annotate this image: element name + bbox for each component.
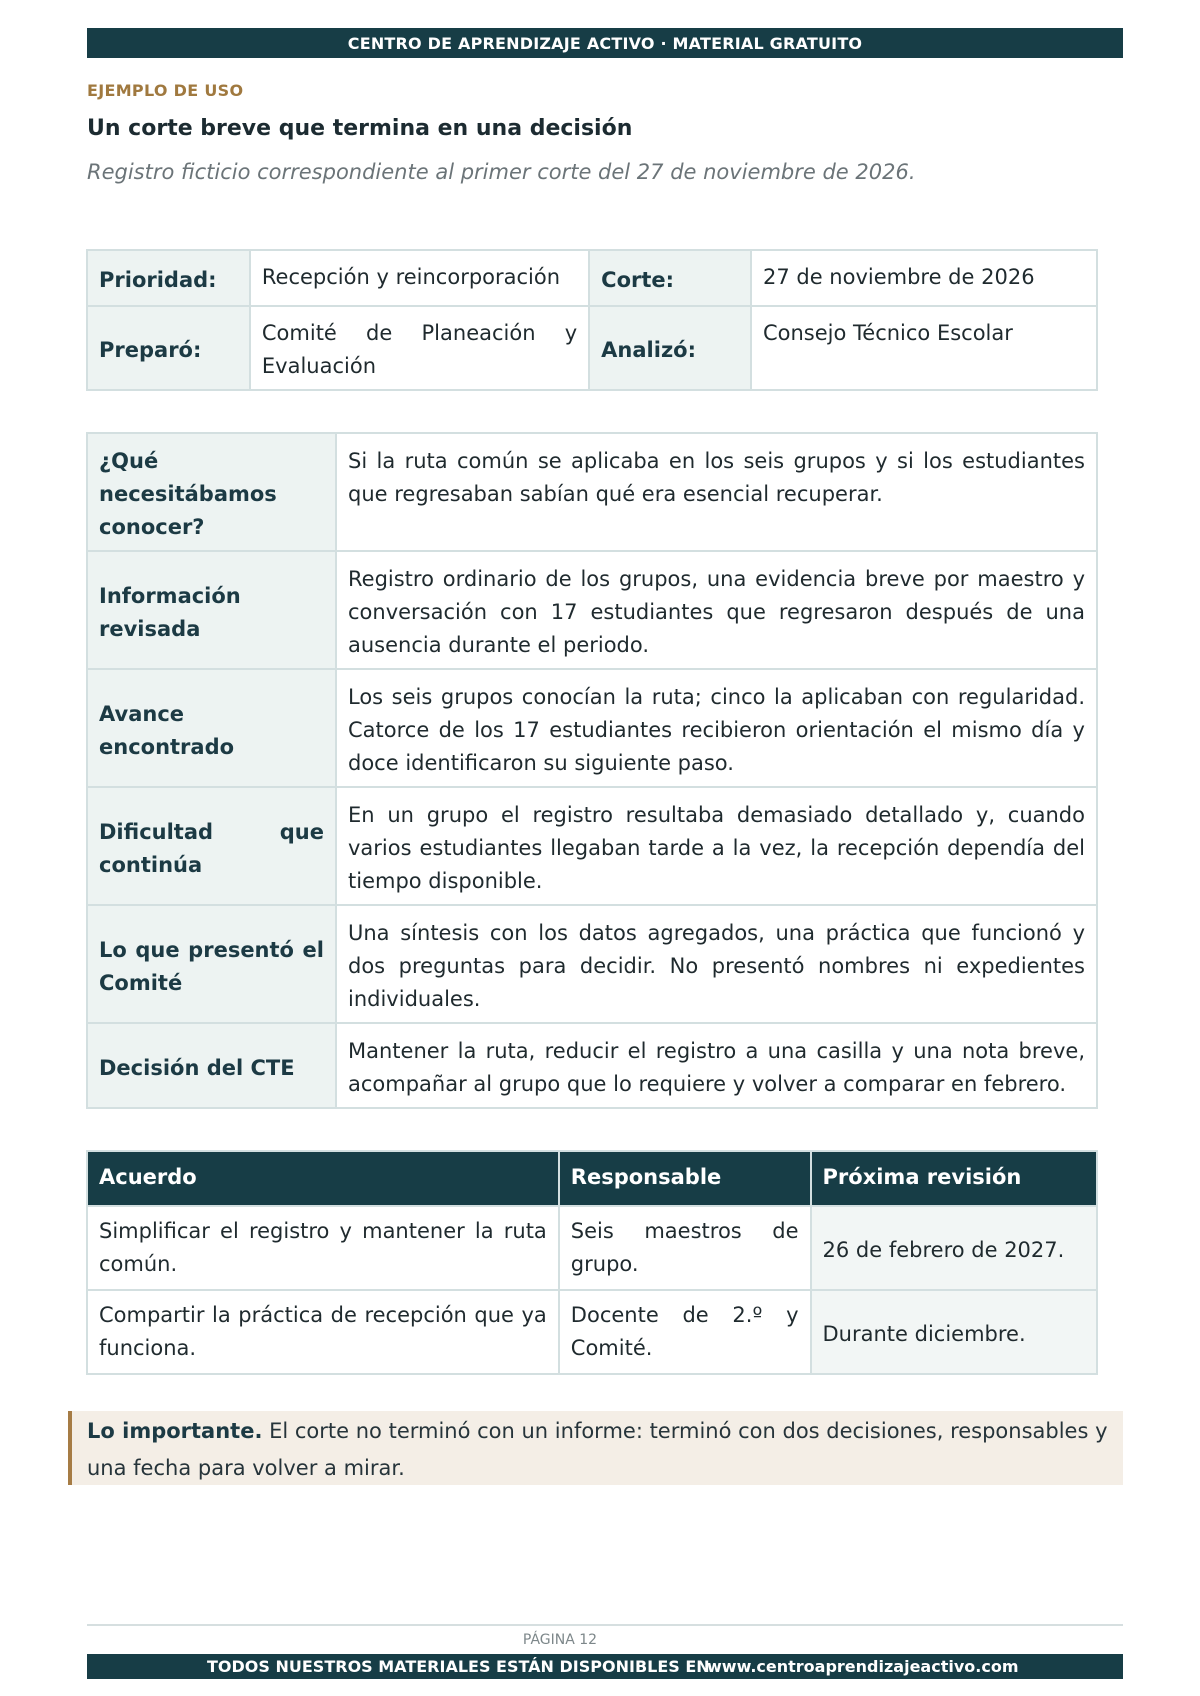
detail-text: Si la ruta común se aplicaba en los seis grupos y si los estudiantes que regresaban sabían qué era esencial recuperar.: [336, 433, 1097, 551]
top-banner: [87, 28, 1123, 58]
review-date-cell: Durante diciembre.: [811, 1290, 1097, 1374]
detail-label: ¿Qué necesitábamos conocer?: [87, 433, 336, 551]
detail-row: [87, 433, 1097, 551]
detail-label: Lo que presentó el Comité: [87, 905, 336, 1023]
column-header: Acuerdo: [87, 1151, 559, 1206]
detail-text: Los seis grupos conocían la ruta; cinco la aplicaban con regularidad. Catorce de los 17 estudiantes recibieron orientación el mismo día y doce identificaron su siguiente paso.: [336, 669, 1097, 787]
detail-label: Dificultad que continúa: [87, 787, 336, 905]
preparo-label: Preparó:: [87, 306, 250, 390]
agreement-cell: Compartir la práctica de recepción que ya funciona.: [87, 1290, 559, 1374]
page-subtitle: Registro ficticio correspondiente al primer corte del 27 de noviembre de 2026.: [87, 160, 916, 184]
prioridad-label: Prioridad:: [87, 250, 250, 306]
analizo-value: Consejo Técnico Escolar: [751, 306, 1097, 390]
callout-text: El corte no terminó con un informe: terminó con dos decisiones, responsables y una fecha para volver a mirar.: [87, 1419, 1108, 1480]
callout-lead: Lo importante.: [87, 1419, 263, 1443]
section-eyebrow: EJEMPLO DE USO: [87, 81, 244, 100]
key-takeaway-callout: [68, 1411, 1123, 1485]
responsible-cell: Docente de 2.º y Comité.: [559, 1290, 811, 1374]
footer-url-link[interactable]: www.centroaprendizajeactivo.com: [707, 1657, 1019, 1676]
responsible-cell: Seis maestros de grupo.: [559, 1206, 811, 1290]
preparo-value: Comité de Planeación y Evaluación: [250, 306, 589, 390]
meta-table: [86, 249, 1098, 391]
analizo-label: Analizó:: [589, 306, 751, 390]
detail-text: Mantener la ruta, reducir el registro a una casilla y una nota breve, acompañar al grupo que lo requiere y volver a comparar en febrero.: [336, 1023, 1097, 1108]
meta-row: [87, 250, 1097, 306]
detail-row: [87, 905, 1097, 1023]
agreements-table: [86, 1150, 1098, 1375]
detail-label: Información revisada: [87, 551, 336, 669]
detail-table: [86, 432, 1098, 1109]
footer-message: TODOS NUESTROS MATERIALES ESTÁN DISPONIBLES EN: [207, 1657, 710, 1676]
detail-label: Decisión del CTE: [87, 1023, 336, 1108]
review-date-cell: 26 de febrero de 2027.: [811, 1206, 1097, 1290]
bottom-banner: [87, 1654, 1123, 1679]
detail-label: Avance encontrado: [87, 669, 336, 787]
column-header: Responsable: [559, 1151, 811, 1206]
detail-row: [87, 787, 1097, 905]
banner-text: CENTRO DE APRENDIZAJE ACTIVO · MATERIAL GRATUITO: [347, 33, 863, 53]
table-row: [87, 1206, 1097, 1290]
detail-text: En un grupo el registro resultaba demasiado detallado y, cuando varios estudiantes llegaban tarde a la vez, la recepción dependía del tiempo disponible.: [336, 787, 1097, 905]
detail-text: Una síntesis con los datos agregados, una práctica que funcionó y dos preguntas para decidir. No presentó nombres ni expedientes individuales.: [336, 905, 1097, 1023]
page-title: Un corte breve que termina en una decisión: [87, 116, 633, 141]
agreement-cell: Simplificar el registro y mantener la ruta común.: [87, 1206, 559, 1290]
footer-divider: [87, 1624, 1123, 1626]
agreements-header-row: [87, 1151, 1097, 1206]
prioridad-value: Recepción y reincorporación: [250, 250, 589, 306]
page-number: PÁGINA 12: [522, 1632, 598, 1648]
table-row: [87, 1290, 1097, 1374]
corte-value: 27 de noviembre de 2026: [751, 250, 1097, 306]
detail-row: [87, 669, 1097, 787]
detail-text: Registro ordinario de los grupos, una evidencia breve por maestro y conversación con 17 estudiantes que regresaron después de una ausencia durante el periodo.: [336, 551, 1097, 669]
column-header: Próxima revisión: [811, 1151, 1097, 1206]
meta-row: [87, 306, 1097, 390]
detail-row: [87, 1023, 1097, 1108]
corte-label: Corte:: [589, 250, 751, 306]
detail-row: [87, 551, 1097, 669]
